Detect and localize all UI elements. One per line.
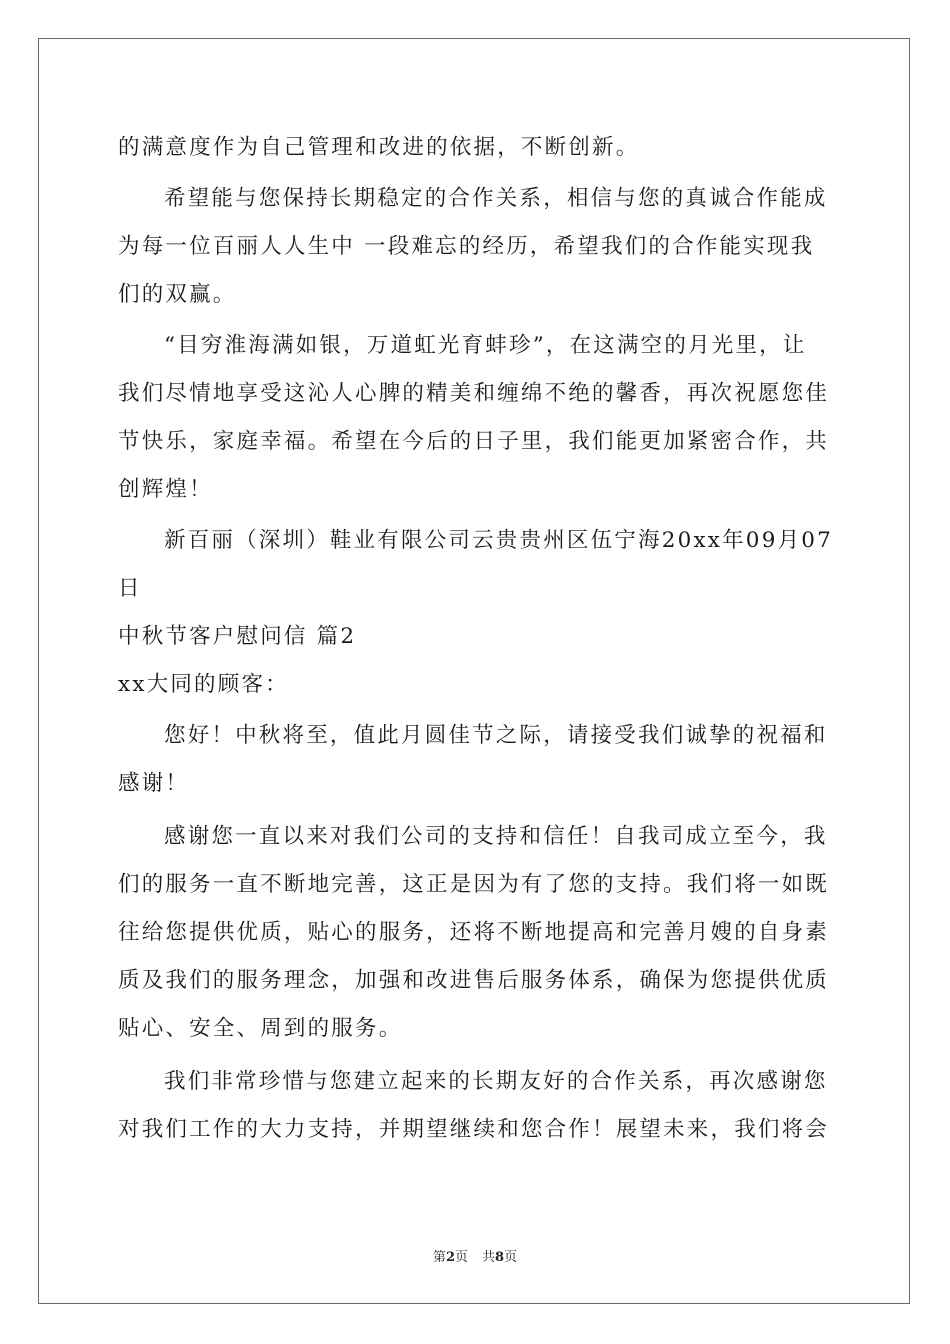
text-line: 感谢您一直以来对我们公司的支持和信任！自我司成立至今，我 [164,824,828,849]
signature-date-line: 日 [118,576,142,601]
text-line: 为每一位百丽人人生中 一段难忘的经历，希望我们的合作能实现我 [118,234,815,259]
total-page-count: 8 [495,1250,505,1265]
text-line: 我们非常珍惜与您建立起来的长期友好的合作关系，再次感谢您 [164,1069,828,1094]
document-body [118,124,834,1154]
text-line: 们的服务一直不断地完善，这正是因为有了您的支持。我们将一如既 [118,872,830,897]
text-line: 们的双赢。 [118,282,237,307]
page-number-suffix: 页 [454,1250,468,1265]
signature-line: 新百丽（深圳）鞋业有限公司云贵贵州区伍宁海20xx年09月07 [164,528,834,553]
section-heading: 中秋节客户慰问信 篇2 [118,624,357,649]
text-line: 往给您提供优质，贴心的服务，还将不断地提高和完善月嫂的自身素 [118,920,830,945]
text-line: 节快乐，家庭幸福。希望在今后的日子里，我们能更加紧密合作，共 [118,429,830,454]
page-number-prefix: 第 [432,1250,446,1265]
text-line: 对我们工作的大力支持，并期望继续和您合作！展望未来，我们将会 [118,1117,830,1142]
current-page-number: 2 [445,1250,455,1265]
text-line: 质及我们的服务理念，加强和改进售后服务体系，确保为您提供优质 [118,968,830,993]
text-line: 的满意度作为自己管理和改进的依据，不断创新。 [118,135,640,160]
text-line: 希望能与您保持长期稳定的合作关系，相信与您的真诚合作能成 [164,186,828,211]
text-line: 您好！中秋将至，值此月圆佳节之际，请接受我们诚挚的祝福和 [164,723,828,748]
text-line: 贴心、安全、周到的服务。 [118,1016,403,1041]
text-line: 创辉煌！ [118,477,213,502]
text-line: 我们尽情地享受这沁人心脾的精美和缠绵不绝的馨香，再次祝愿您佳 [118,381,830,406]
page-footer [0,1246,950,1265]
text-line: 感谢！ [118,771,190,796]
salutation: xx大同的顾客： [118,672,289,697]
text-line: “目穷淮海满如银，万道虹光育蚌珍”，在这满空的月光里，让 [164,333,807,358]
total-pages-suffix: 页 [504,1250,518,1265]
total-pages-prefix: 共 [482,1250,496,1265]
